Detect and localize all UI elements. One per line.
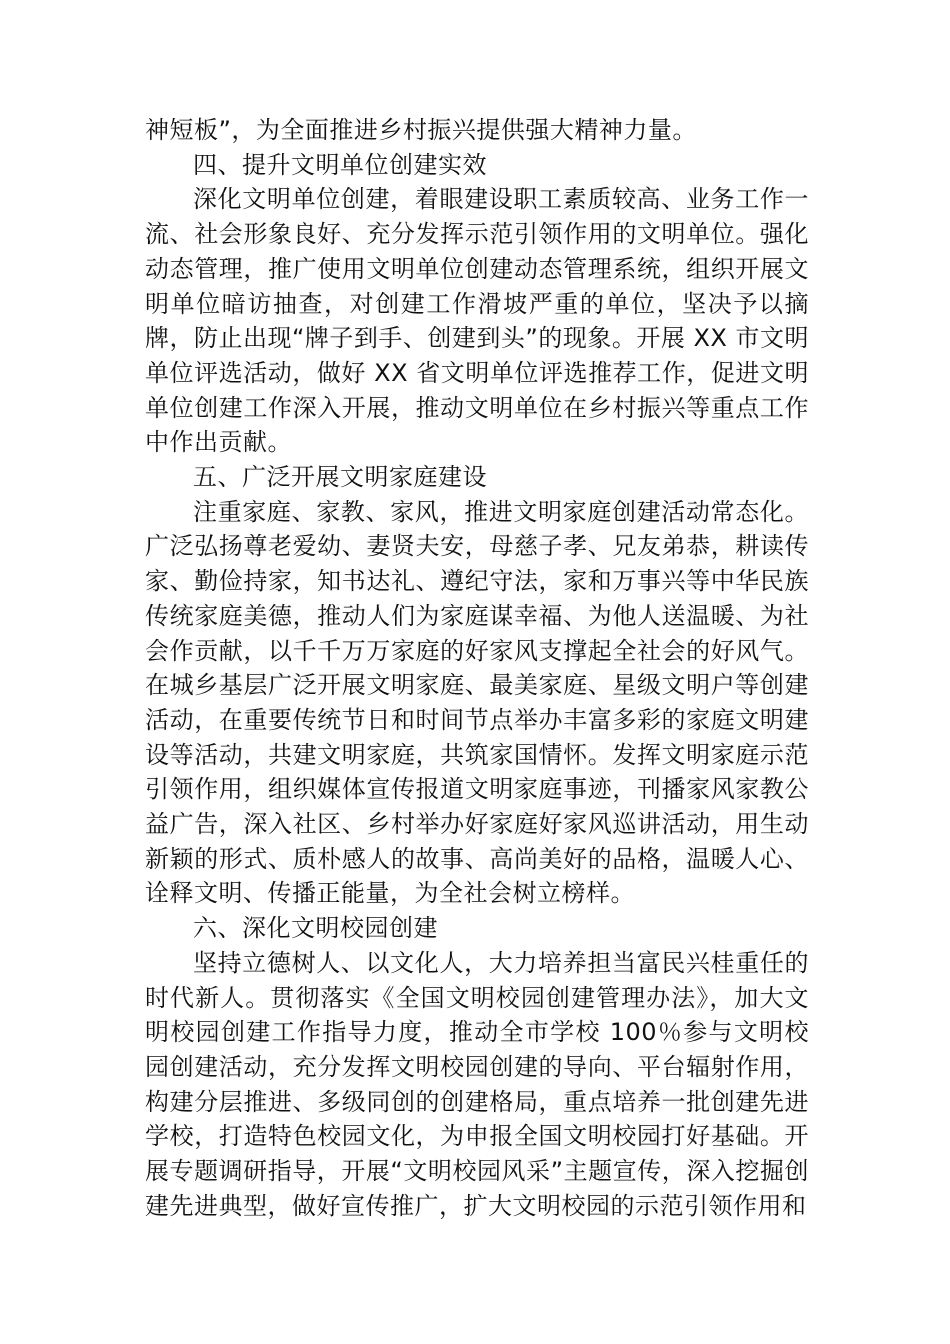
section-heading-5: 五、广泛开展文明家庭建设 [193, 463, 487, 492]
section-heading-6: 六、深化文明校园创建 [193, 914, 438, 943]
paragraph-civilized-campus: 坚持立德树人、以文化人，大力培养担当富民兴桂重任的时代新人。贯彻落实《全国文明校园创建管理办法》，加大文明校园创建工作指导力度，推动全市学校 100％参与文明校园创建活动，充分发挥文明校园创建的导向、平台辐射作用，构建分层推进、多级同创的创建格局，重点培养一批创建先进学校，打造特色校园文化，为申报全国文明校园打好基础。开展专题调研指导，开展“文明校园风采”主题宣传，深入挖掘创建先进典型，做好宣传推广，扩大文明校园的示范引领作用和 [145, 948, 809, 1220]
paragraph-civilized-units: 深化文明单位创建，着眼建设职工素质较高、业务工作一流、社会形象良好、充分发挥示范引领作用的文明单位。强化动态管理，推广使用文明单位创建动态管理系统，组织开展文明单位暗访抽查，对创建工作滑坡严重的单位，坚决予以摘牌，防止出现“牌子到手、创建到头”的现象。开展 XX 市文明单位评选活动，做好 XX 省文明单位评选推荐工作，促进文明单位创建工作深入开展，推动文明单位在乡村振兴等重点工作中作出贡献。 [145, 185, 810, 457]
paragraph-continuation: 神短板”，为全面推进乡村振兴提供强大精神力量。 [145, 116, 697, 144]
section-heading-4: 四、提升文明单位创建实效 [193, 150, 487, 179]
paragraph-civilized-families: 注重家庭、家教、家风，推进文明家庭创建活动常态化。广泛弘扬尊老爱幼、妻贤夫安，母慈子孝、兄友弟恭，耕读传家、勤俭持家，知书达礼、遵纪守法，家和万事兴等中华民族传统家庭美德，推动人们为家庭谋幸福、为他人送温暖、为社会作贡献，以千千万万家庭的好家风支撑起全社会的好风气。在城乡基层广泛开展文明家庭、最美家庭、星级文明户等创建活动，在重要传统节日和时间节点举办丰富多彩的家庭文明建设等活动，共建文明家庭，共筑家国情怀。发挥文明家庭示范引领作用，组织媒体宣传报道文明家庭事迹，刊播家风家教公益广告，深入社区、乡村举办好家庭好家风巡讲活动，用生动新颖的形式、质朴感人的故事、高尚美好的品格，温暖人心、诠释文明、传播正能量，为全社会树立榜样。 [145, 497, 809, 908]
document-page [145, 113, 809, 1224]
